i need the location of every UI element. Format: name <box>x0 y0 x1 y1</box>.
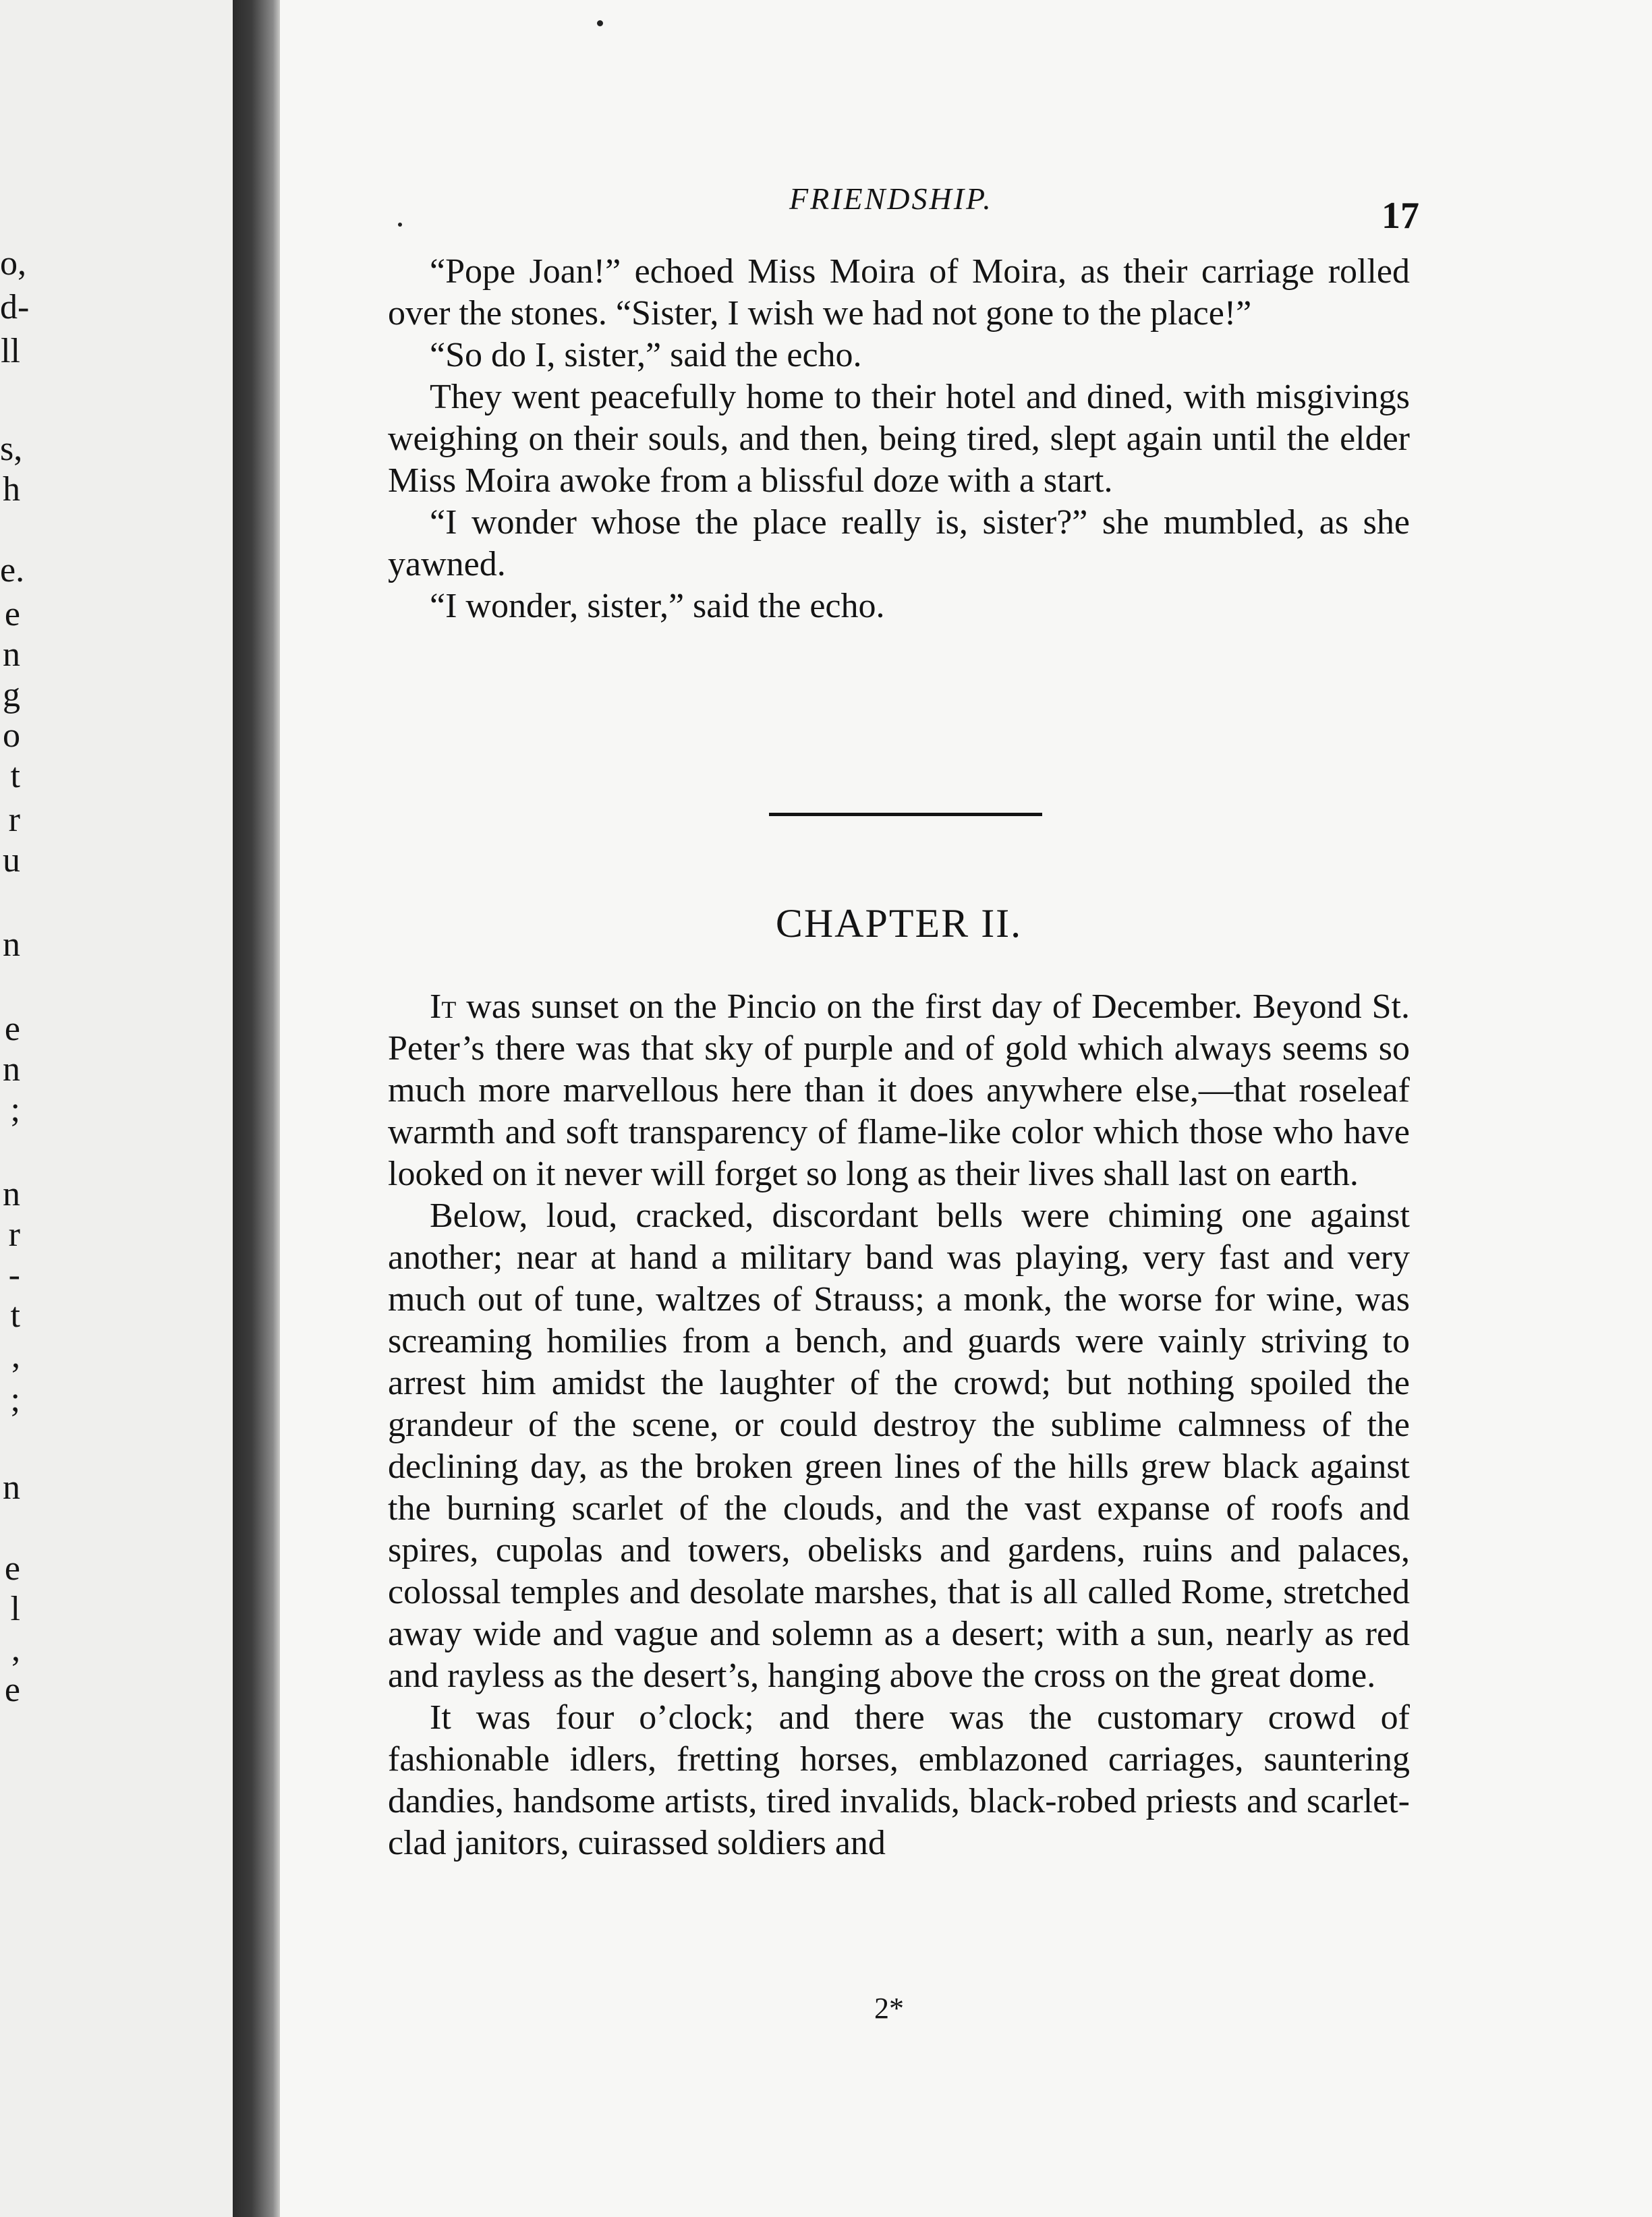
facing-page-fragment: r <box>8 1215 20 1254</box>
facing-page-fragment: e <box>4 1010 20 1048</box>
facing-page-fragment: ll <box>1 332 20 370</box>
paragraph: “I wonder, sister,” said the echo. <box>430 587 885 625</box>
facing-page-fragment: e <box>4 1549 20 1588</box>
binding-gutter <box>233 0 280 2217</box>
page-number: 17 <box>1382 195 1419 237</box>
printer-signature-mark: 2* <box>874 1992 904 2025</box>
facing-page-margin <box>0 0 233 2217</box>
facing-page-fragment: e. <box>0 551 25 589</box>
facing-page-fragment: r <box>8 801 20 839</box>
print-speck <box>597 20 603 26</box>
facing-page-fragment: e <box>4 595 20 633</box>
chapter-one-ending <box>388 251 1410 627</box>
paragraph <box>388 986 1410 1195</box>
running-head: FRIENDSHIP. <box>789 181 993 216</box>
paragraph: It was four o’clock; and there was the customary crowd of fashionable idlers, fretting horses, emblazoned carriages, sauntering dandies, handsome artists, tired invalids, black-robed priests and scarlet-clad janitors, cuirassed soldiers and <box>388 1698 1410 1862</box>
facing-page-fragment: t <box>10 757 20 795</box>
facing-page-fragment: o, <box>0 244 26 283</box>
paragraph: “Pope Joan!” echoed Miss Moira of Moira, as their carriage rolled over the stones. “Sister, I wish we had not gone to the place!” <box>388 252 1410 333</box>
facing-page-fragment: u <box>3 841 20 880</box>
paragraph-lead-word: It <box>430 987 457 1026</box>
facing-page-fragment: h <box>3 470 20 509</box>
facing-page-fragment: ; <box>10 1091 20 1129</box>
facing-page-fragment: , <box>11 1630 20 1669</box>
paragraph-text: was sunset on the Pincio on the first day of December. Beyond St. Peter’s there was that sky of purple and of gold which always seems so much more marvellous here than it does anywhere else,—that roseleaf warmth and soft transparency of flame-like color which those who have looked on it never will forget so long as their lives shall last on earth. <box>388 987 1410 1193</box>
facing-page-fragment: ; <box>10 1381 20 1419</box>
facing-page-fragment: e <box>4 1671 20 1709</box>
facing-page-fragment: n <box>3 1468 20 1507</box>
facing-page-fragment: d- <box>0 288 30 326</box>
paragraph: Below, loud, cracked, discordant bells were chiming one against another; near at hand a military band was playing, very fast and very much out of tune, waltzes of Strauss; a monk, the worse for wine, was screaming homilies from a bench, and guards were vainly striving to arrest him amidst the laughter of the crowd; but nothing spoiled the grandeur of the scene, or could destroy the sublime calmness of the declining day, as the broken green lines of the hills grew black against the burning scarlet of the clouds, and the vast expanse of roofs and spires, cupolas and towers, obelisks and gardens, ruins and palaces, colossal temples and desolate marshes, that is all called Rome, stretched away wide and vague and solemn as a desert; with a sun, nearly as red and rayless as the desert’s, hanging above the cross on the great dome. <box>388 1197 1410 1695</box>
chapter-heading: CHAPTER II. <box>775 901 1023 946</box>
facing-page-fragment: - <box>8 1256 20 1294</box>
facing-page-fragment: n <box>3 1050 20 1089</box>
facing-page-fragment: n <box>3 925 20 964</box>
print-speck <box>398 223 402 227</box>
chapter-two-body <box>388 986 1410 1864</box>
facing-page-fragment: o <box>3 716 20 755</box>
facing-page-fragment: n <box>3 635 20 674</box>
facing-page-fragment: g <box>3 676 20 714</box>
paragraph: “So do I, sister,” said the echo. <box>430 336 862 374</box>
facing-page-fragment: n <box>3 1175 20 1213</box>
facing-page-fragment: s, <box>0 430 23 468</box>
paragraph: “I wonder whose the place really is, sister?” she mumbled, as she yawned. <box>388 503 1410 583</box>
section-divider-rule <box>769 813 1042 816</box>
facing-page-fragment: , <box>11 1337 20 1375</box>
facing-page-fragment: l <box>10 1590 20 1628</box>
facing-page-fragment: t <box>10 1296 20 1335</box>
paragraph: They went peacefully home to their hotel and dined, with misgivings weighing on their souls, and then, being tired, slept again until the elder Miss Moira awoke from a blissful doze with a start. <box>388 378 1410 500</box>
